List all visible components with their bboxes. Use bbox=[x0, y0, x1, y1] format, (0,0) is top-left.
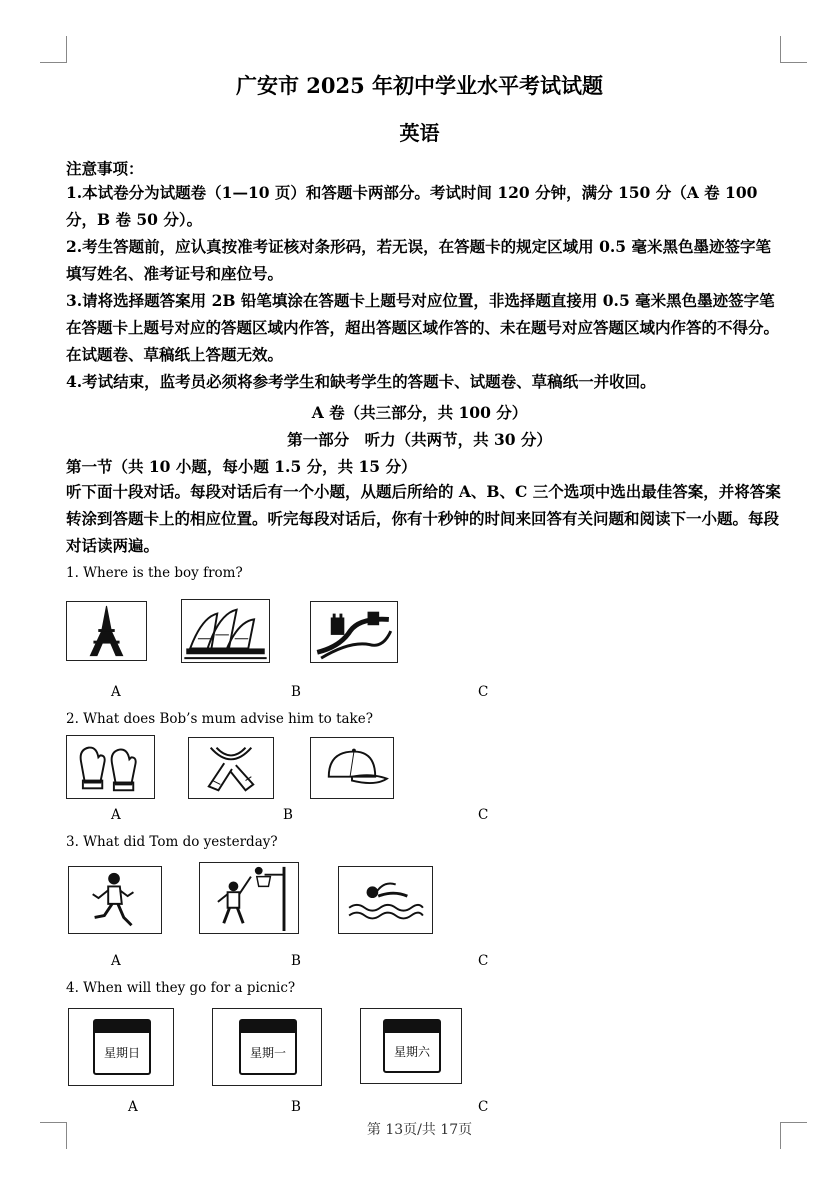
eiffel-tower-icon bbox=[66, 601, 147, 661]
q1-option-a: A bbox=[111, 684, 121, 700]
running-icon bbox=[68, 866, 162, 934]
calendar-label-sunday: 星期日 bbox=[103, 1046, 140, 1060]
notice-item-4: 4.考试结束，监考员必须将参考学生和缺考学生的答题卡、试题卷、草稿纸一并收回。 bbox=[66, 372, 656, 391]
subject-title: 英语 bbox=[399, 121, 440, 145]
calendar-frame bbox=[383, 1019, 441, 1073]
calendar-icon bbox=[360, 1008, 462, 1084]
listening-instructions: 听下面十段对话。每段对话后有一个小题，从题后所给的 A、B、C 三个选项中选出最佳答案，并将答案转涂到答题卡上的相应位置。听完每段对话后，你有十秒钟的时间来回答有关问题和阅读下一小题。每段对话读两遍。 bbox=[66, 482, 781, 555]
q3-option-b: B bbox=[291, 953, 301, 969]
calendar-icon bbox=[68, 1008, 174, 1086]
notice-item-2: 2.考生答题前，应认真按准考证核对条形码，若无误，在答题卡的规定区域用 0.5 毫米黑色墨迹签字笔填写姓名、准考证号和座位号。 bbox=[66, 237, 771, 283]
notice-item-1: 1.本试卷分为试题卷（1—10 页）和答题卡两部分。考试时间 120 分钟，满分 150 分（A 卷 100 分，B 卷 50 分）。 bbox=[66, 183, 758, 229]
calendar-label-saturday: 星期六 bbox=[393, 1045, 430, 1059]
calendar-label-monday: 星期一 bbox=[249, 1046, 286, 1060]
basketball-icon bbox=[199, 862, 299, 934]
question-2: 2. What does Bob’s mum advise him to take? bbox=[66, 711, 373, 727]
question-1: 1. Where is the boy from? bbox=[66, 565, 243, 581]
volume-a-heading: A 卷（共三部分，共 100 分） bbox=[311, 403, 528, 422]
calendar-header bbox=[385, 1021, 439, 1033]
calendar-header bbox=[241, 1021, 295, 1033]
calendar-frame bbox=[93, 1019, 151, 1075]
q1-option-b: B bbox=[291, 684, 301, 700]
q3-option-c: C bbox=[478, 953, 489, 969]
notice-heading: 注意事项： bbox=[66, 159, 144, 178]
q3-option-a: A bbox=[111, 953, 121, 969]
q1-option-c: C bbox=[478, 684, 489, 700]
question-3: 3. What did Tom do yesterday? bbox=[66, 834, 278, 850]
swimming-icon bbox=[338, 866, 433, 934]
page-number: 第 13页/共 17页 bbox=[366, 1122, 473, 1138]
calendar-frame bbox=[239, 1019, 297, 1075]
question-4: 4. When will they go for a picnic? bbox=[66, 980, 296, 996]
scarf-icon bbox=[188, 737, 274, 799]
part-one-heading: 第一部分 听力（共两节，共 30 分） bbox=[287, 430, 552, 449]
calendar-icon bbox=[212, 1008, 322, 1086]
mittens-icon bbox=[66, 735, 155, 799]
sydney-opera-house-icon bbox=[181, 599, 270, 663]
calendar-header bbox=[95, 1021, 149, 1033]
crop-mark-top-left bbox=[40, 36, 67, 63]
crop-mark-top-right bbox=[780, 36, 807, 63]
cap-icon bbox=[310, 737, 394, 799]
page-title: 广安市 2025 年初中学业水平考试试题 bbox=[235, 73, 604, 98]
notice-item-3: 3.请将选择题答案用 2B 铅笔填涂在答题卡上题号对应位置，非选择题直接用 0.5 毫米黑色墨迹签字笔在答题卡上题号对应的答题区域内作答，超出答题区域作答的、未在题号对应答题区域内作答的不得分。在试题卷、草稿纸上答题无效。 bbox=[66, 291, 780, 364]
q4-option-b: B bbox=[291, 1099, 301, 1115]
q2-option-a: A bbox=[111, 807, 121, 823]
q4-option-c: C bbox=[478, 1099, 489, 1115]
q2-option-c: C bbox=[478, 807, 489, 823]
q4-option-a: A bbox=[128, 1099, 138, 1115]
q2-option-b: B bbox=[283, 807, 293, 823]
section-one-heading: 第一节（共 10 小题，每小题 1.5 分，共 15 分） bbox=[66, 457, 417, 476]
great-wall-icon bbox=[310, 601, 398, 663]
